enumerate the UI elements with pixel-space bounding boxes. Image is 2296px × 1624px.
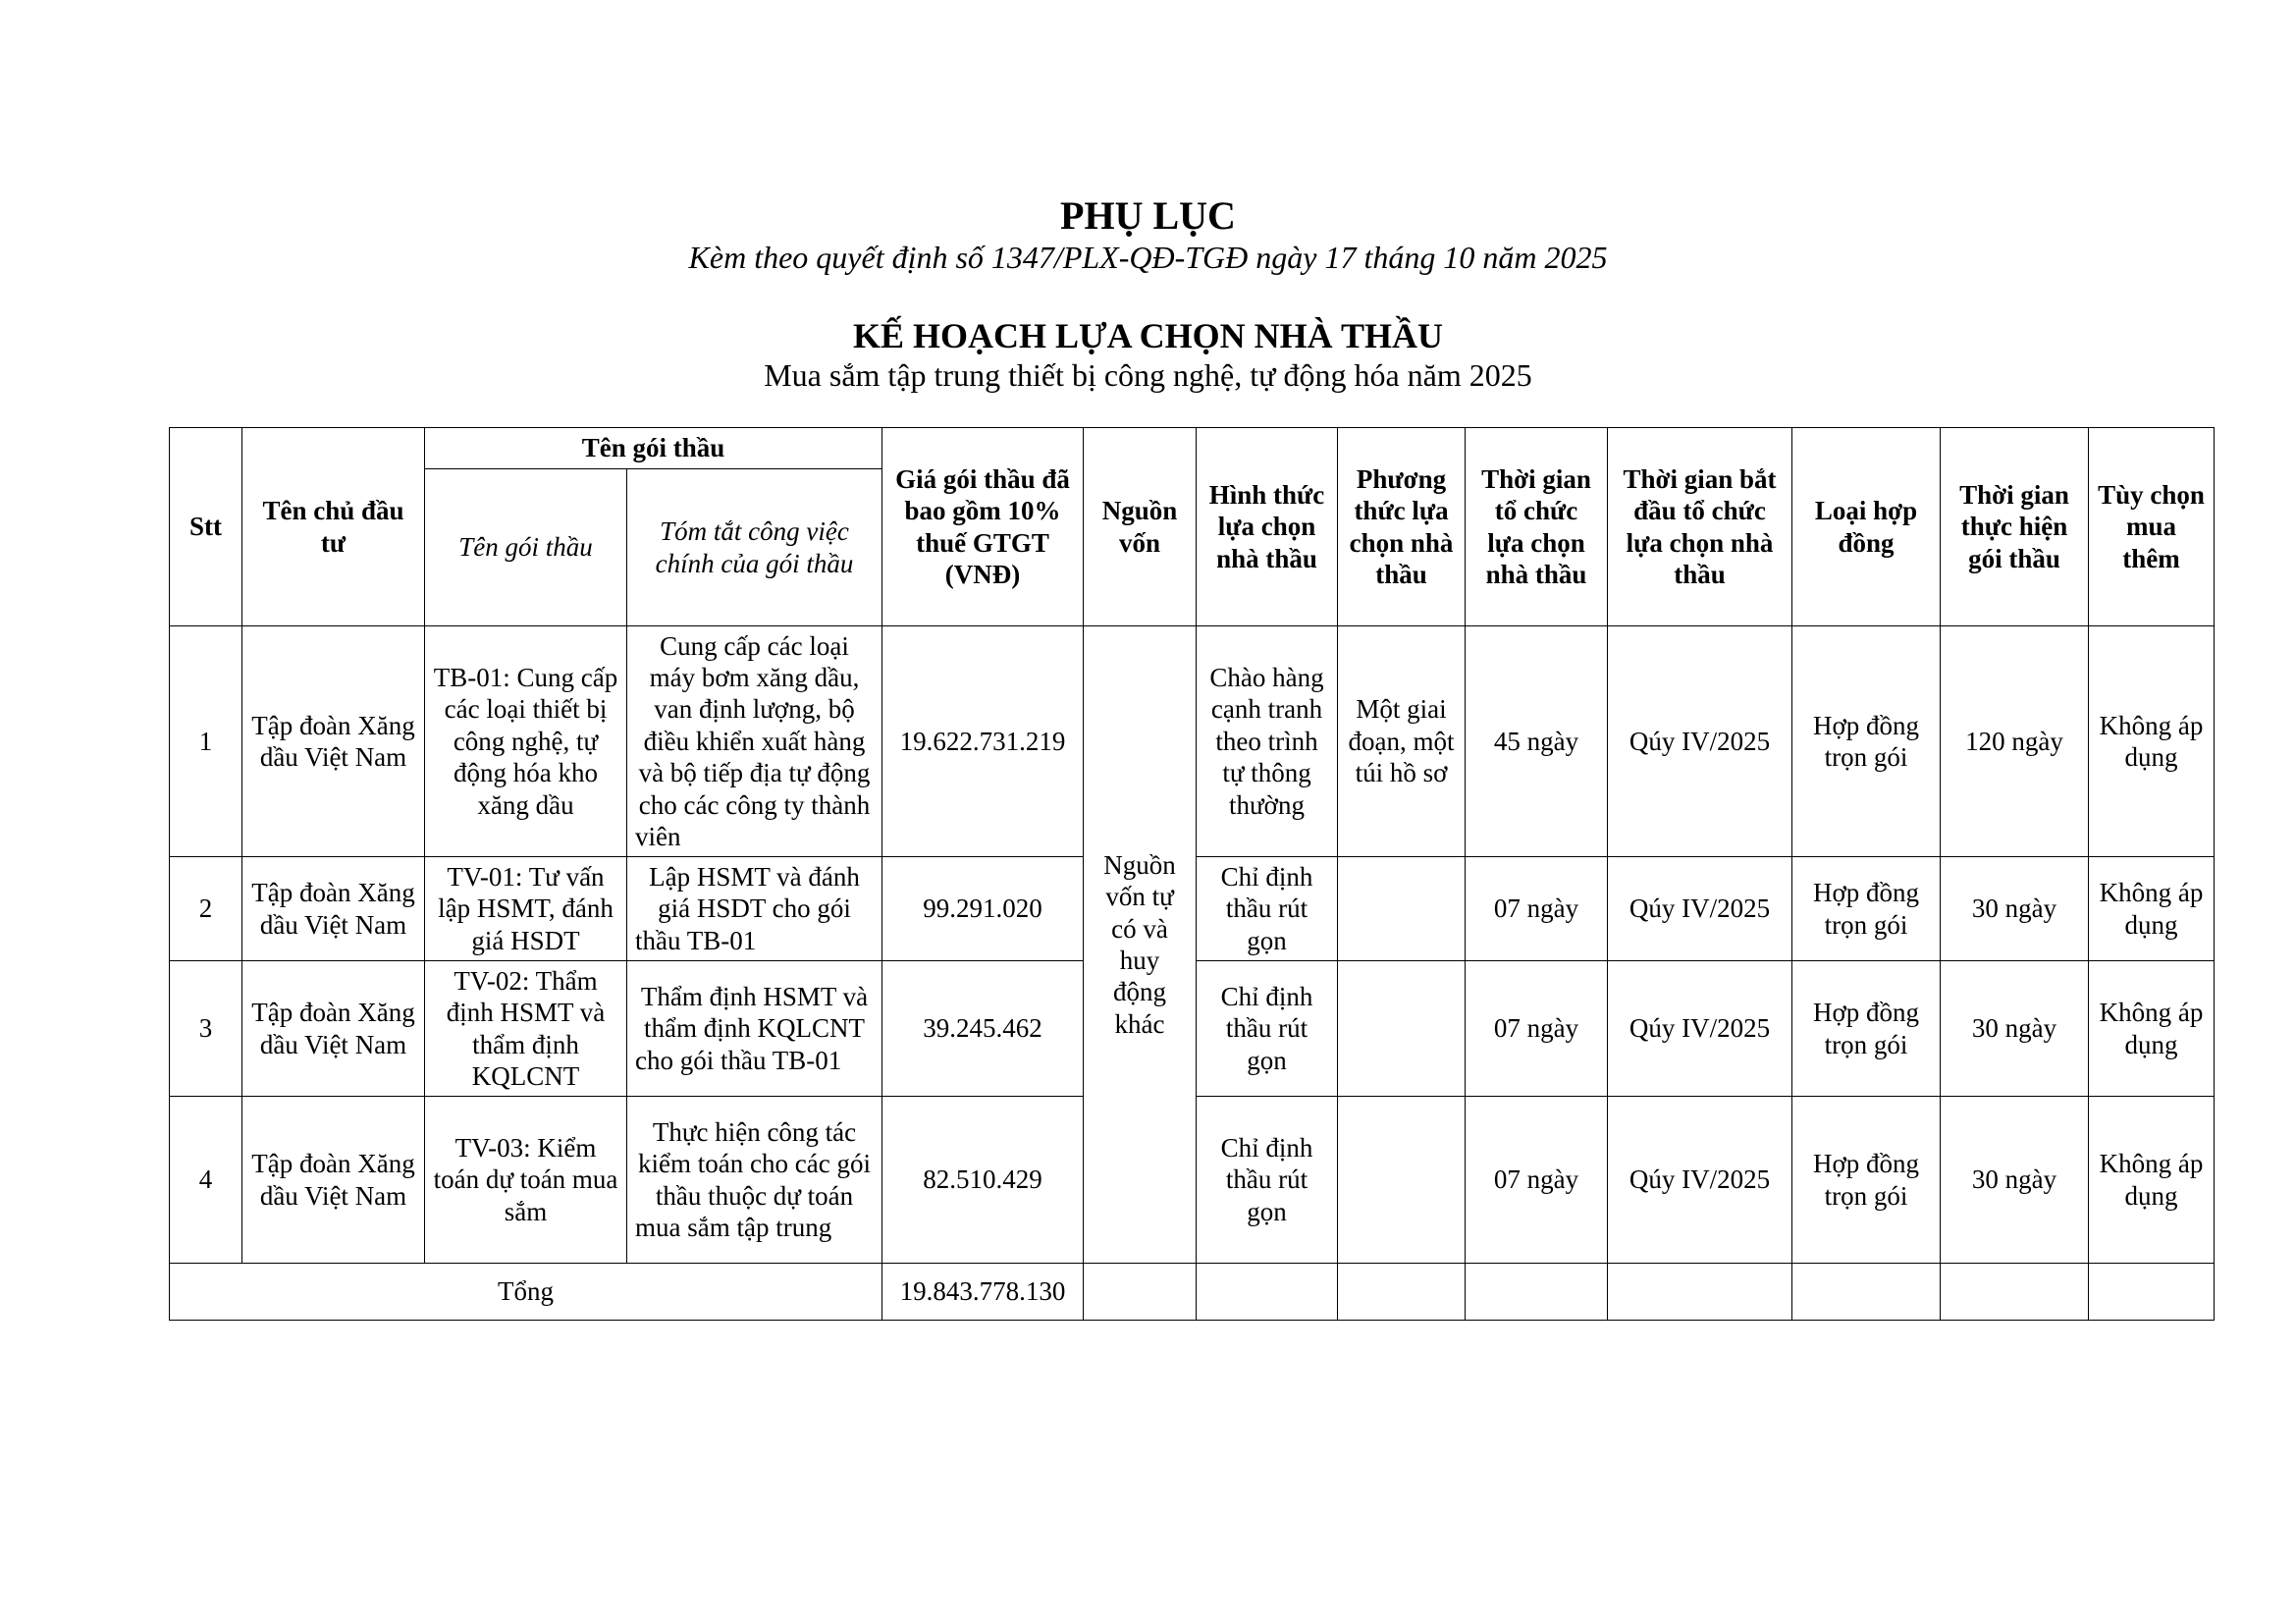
header-execution-time: Thời gian thực hiện gói thầu (1941, 428, 2089, 626)
total-empty-cell (1608, 1264, 1792, 1321)
header-funding: Nguồn vốn (1084, 428, 1197, 626)
decision-reference: Kèm theo quyết định số 1347/PLX-QĐ-TGĐ ngày 17 tháng 10 năm 2025 (688, 240, 1608, 275)
row-stt: 2 (170, 857, 242, 961)
total-empty-cell (1792, 1264, 1941, 1321)
row-execution-time: 30 ngày (1941, 1097, 2089, 1264)
header-contract-type: Loại hợp đồng (1792, 428, 1941, 626)
header-owner: Tên chủ đầu tư (242, 428, 425, 626)
row-stt: 4 (170, 1097, 242, 1264)
row-selection-duration: 07 ngày (1466, 1097, 1608, 1264)
row-price: 19.622.731.219 (882, 626, 1084, 857)
row-selection-method (1338, 961, 1466, 1097)
total-row (170, 1264, 2215, 1321)
row-package-name: TB-01: Cung cấp các loại thiết bị công nghệ, tự động hóa kho xăng dầu (425, 626, 627, 857)
row-selection-method (1338, 857, 1466, 961)
funding-source: Nguồn vốn tự có và huy động khác (1084, 626, 1197, 1264)
row-stt: 3 (170, 961, 242, 1097)
header-stt: Stt (170, 428, 242, 626)
row-selection-duration: 07 ngày (1466, 857, 1608, 961)
row-options: Không áp dụng (2089, 626, 2215, 857)
row-price: 39.245.462 (882, 961, 1084, 1097)
header-package-group: Tên gói thầu (425, 428, 882, 469)
row-selection-form: Chào hàng cạnh tranh theo trình tự thông thường (1197, 626, 1338, 857)
row-package-name: TV-01: Tư vấn lập HSMT, đánh giá HSDT (425, 857, 627, 961)
row-selection-duration: 45 ngày (1466, 626, 1608, 857)
row-options: Không áp dụng (2089, 857, 2215, 961)
header-start-time: Thời gian bắt đầu tổ chức lựa chọn nhà thầu (1608, 428, 1792, 626)
row-price: 82.510.429 (882, 1097, 1084, 1264)
row-options: Không áp dụng (2089, 1097, 2215, 1264)
row-execution-time: 30 ngày (1941, 857, 2089, 961)
total-empty-cell (1941, 1264, 2089, 1321)
row-package-summary: Cung cấp các loại máy bơm xăng dầu, van định lượng, bộ điều khiển xuất hàng và bộ tiếp địa tự động cho các công ty thành viên (627, 626, 882, 857)
row-start-time: Qúy IV/2025 (1608, 961, 1792, 1097)
row-owner: Tập đoàn Xăng dầu Việt Nam (242, 626, 425, 857)
row-start-time: Qúy IV/2025 (1608, 1097, 1792, 1264)
header-selection-method: Phương thức lựa chọn nhà thầu (1338, 428, 1466, 626)
row-selection-method (1338, 1097, 1466, 1264)
total-empty-cell (2089, 1264, 2215, 1321)
row-selection-form: Chỉ định thầu rút gọn (1197, 961, 1338, 1097)
total-empty-cell (1084, 1264, 1197, 1321)
row-package-summary: Thực hiện công tác kiểm toán cho các gói thầu thuộc dự toán mua sắm tập trung (627, 1097, 882, 1264)
row-owner: Tập đoàn Xăng dầu Việt Nam (242, 857, 425, 961)
row-package-name: TV-02: Thẩm định HSMT và thẩm định KQLCNT (425, 961, 627, 1097)
row-contract-type: Hợp đồng trọn gói (1792, 626, 1941, 857)
row-contract-type: Hợp đồng trọn gói (1792, 857, 1941, 961)
header-price: Giá gói thầu đã bao gồm 10% thuế GTGT (VNĐ) (882, 428, 1084, 626)
row-contract-type: Hợp đồng trọn gói (1792, 1097, 1941, 1264)
row-package-name: TV-03: Kiểm toán dự toán mua sắm (425, 1097, 627, 1264)
header-selection-form: Hình thức lựa chọn nhà thầu (1197, 428, 1338, 626)
header-selection-duration: Thời gian tổ chức lựa chọn nhà thầu (1466, 428, 1608, 626)
header-options: Tùy chọn mua thêm (2089, 428, 2215, 626)
total-value: 19.843.778.130 (882, 1264, 1084, 1321)
row-contract-type: Hợp đồng trọn gói (1792, 961, 1941, 1097)
total-empty-cell (1466, 1264, 1608, 1321)
row-execution-time: 120 ngày (1941, 626, 2089, 857)
row-selection-form: Chỉ định thầu rút gọn (1197, 1097, 1338, 1264)
row-owner: Tập đoàn Xăng dầu Việt Nam (242, 1097, 425, 1264)
row-selection-method: Một giai đoạn, một túi hồ sơ (1338, 626, 1466, 857)
table-row (170, 626, 2215, 857)
row-selection-duration: 07 ngày (1466, 961, 1608, 1097)
header-package-name: Tên gói thầu (425, 469, 627, 626)
row-start-time: Qúy IV/2025 (1608, 626, 1792, 857)
plan-title: KẾ HOẠCH LỰA CHỌN NHÀ THẦU (852, 316, 1444, 355)
total-empty-cell (1338, 1264, 1466, 1321)
row-stt: 1 (170, 626, 242, 857)
contractor-selection-table (169, 427, 2215, 1321)
total-empty-cell (1197, 1264, 1338, 1321)
row-execution-time: 30 ngày (1941, 961, 2089, 1097)
row-selection-form: Chỉ định thầu rút gọn (1197, 857, 1338, 961)
header-package-summary: Tóm tắt công việc chính của gói thầu (627, 469, 882, 626)
total-label: Tổng (170, 1264, 882, 1321)
plan-subtitle: Mua sắm tập trung thiết bị công nghệ, tự động hóa năm 2025 (764, 357, 1532, 393)
row-package-summary: Lập HSMT và đánh giá HSDT cho gói thầu TB-01 (627, 857, 882, 961)
row-options: Không áp dụng (2089, 961, 2215, 1097)
row-package-summary: Thẩm định HSMT và thẩm định KQLCNT cho gói thầu TB-01 (627, 961, 882, 1097)
row-start-time: Qúy IV/2025 (1608, 857, 1792, 961)
row-owner: Tập đoàn Xăng dầu Việt Nam (242, 961, 425, 1097)
row-price: 99.291.020 (882, 857, 1084, 961)
appendix-title: PHỤ LỤC (1060, 193, 1236, 238)
